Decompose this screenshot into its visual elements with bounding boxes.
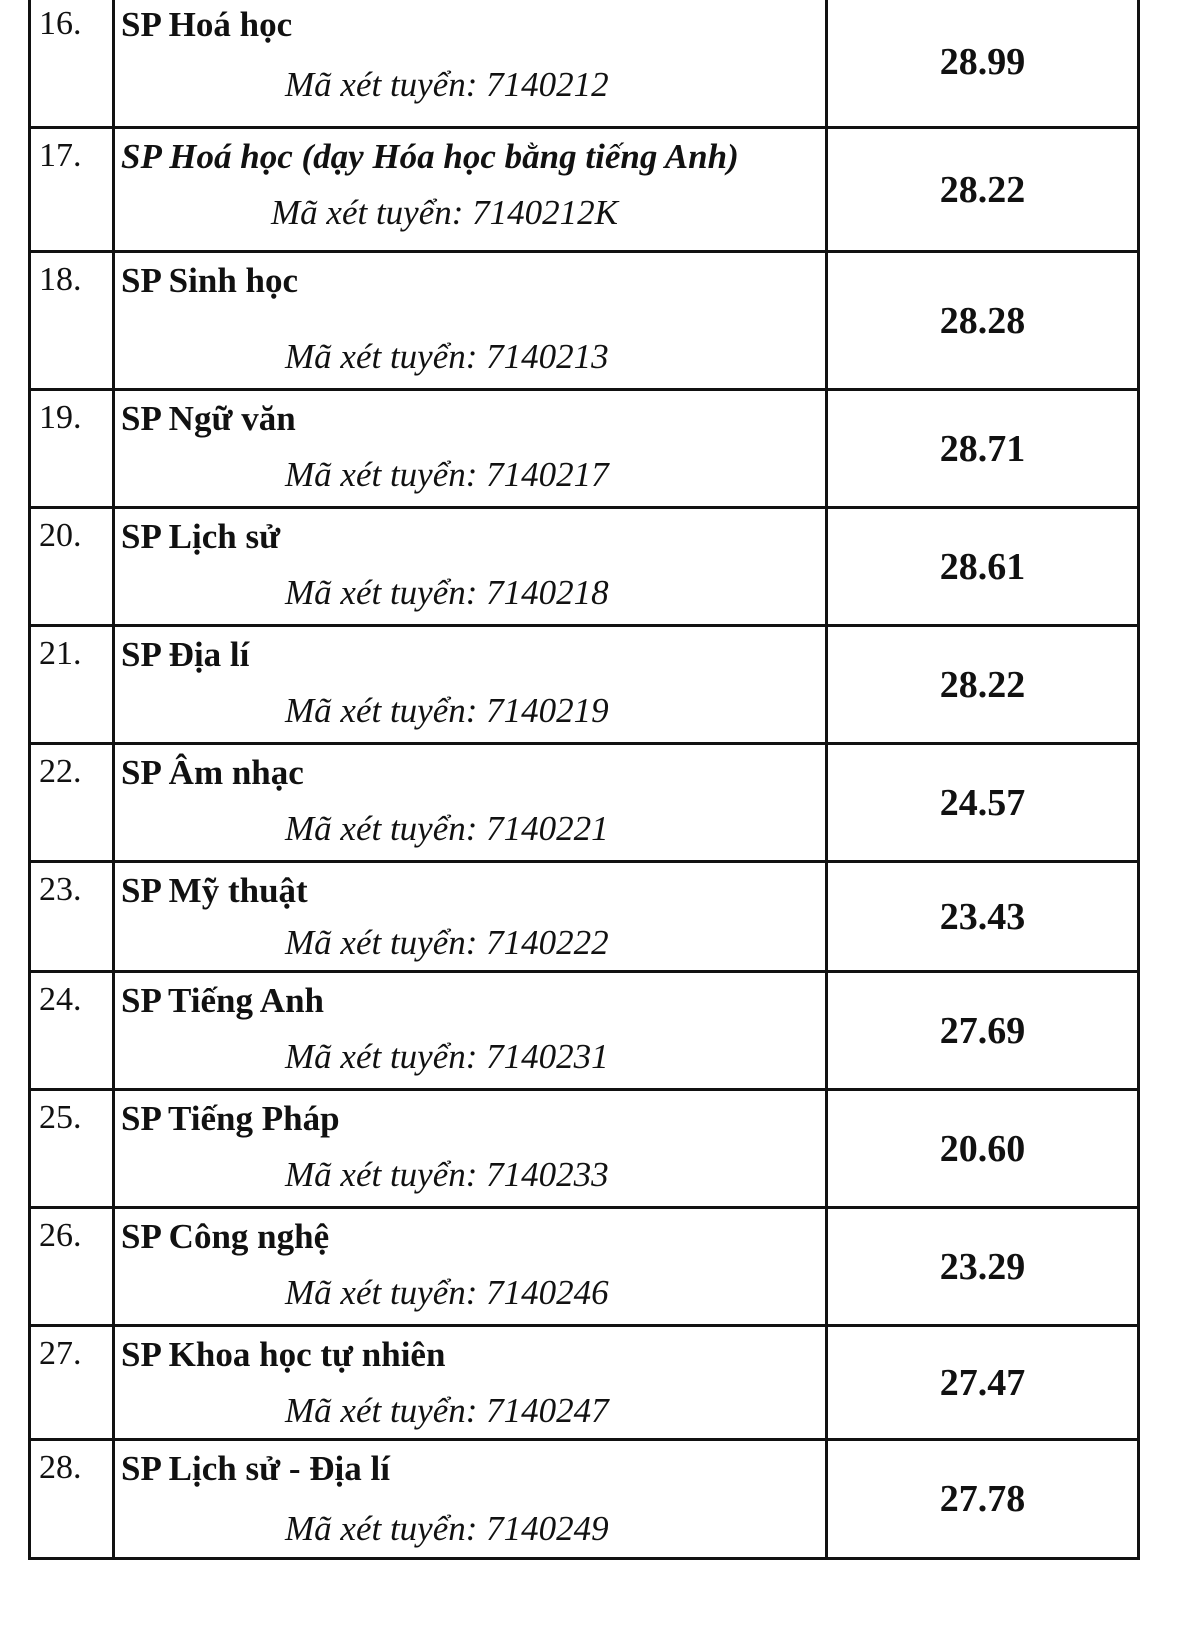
table-row [31, 126, 1137, 250]
row-number: 20. [31, 509, 115, 624]
row-number: 21. [31, 627, 115, 742]
admission-score: 23.43 [939, 895, 1026, 938]
admission-code-label: Mã xét tuyển: [285, 65, 487, 104]
program-name: SP Lịch sử [121, 517, 281, 556]
program-name: SP Sinh học [121, 261, 299, 300]
program-name: SP Ngữ văn [121, 399, 296, 438]
table-row [31, 1206, 1137, 1324]
admission-code-value: 7140247 [486, 1391, 609, 1430]
row-number: 28. [31, 1441, 115, 1557]
admission-code [285, 925, 609, 960]
program-cell [115, 973, 828, 1088]
admission-score-table [28, 0, 1140, 1560]
program-name: SP Âm nhạc [121, 753, 304, 792]
admission-score: 28.22 [939, 663, 1026, 706]
program-cell [115, 391, 828, 506]
program-cell [115, 1209, 828, 1324]
admission-code [285, 339, 609, 374]
row-number: 17. [31, 129, 115, 250]
table-row [31, 1438, 1137, 1560]
table-row [31, 860, 1137, 970]
admission-score: 20.60 [939, 1127, 1026, 1170]
admission-code-value: 7140217 [486, 455, 609, 494]
admission-code-value: 7140221 [486, 809, 609, 848]
admission-code-value: 7140231 [486, 1037, 609, 1076]
admission-code-label: Mã xét tuyển: [271, 193, 473, 232]
admission-code-label: Mã xét tuyển: [285, 1155, 487, 1194]
program-name: SP Lịch sử - Địa lí [121, 1449, 390, 1488]
admission-score: 24.57 [939, 781, 1026, 824]
admission-code-label: Mã xét tuyển: [285, 455, 487, 494]
admission-code-value: 7140249 [486, 1509, 609, 1548]
admission-code-value: 7140212 [486, 65, 609, 104]
row-number: 22. [31, 745, 115, 860]
table-row [31, 970, 1137, 1088]
admission-score: 28.28 [939, 299, 1026, 342]
admission-score: 28.61 [939, 545, 1026, 588]
program-name: SP Mỹ thuật [121, 871, 308, 910]
row-number: 18. [31, 253, 115, 388]
program-cell [115, 253, 828, 388]
admission-code [285, 693, 609, 728]
admission-code-label: Mã xét tuyển: [285, 1509, 487, 1548]
admission-code [285, 1039, 609, 1074]
admission-code-value: 7140218 [486, 573, 609, 612]
program-cell [115, 0, 828, 126]
admission-code [285, 1157, 609, 1192]
program-name: SP Tiếng Anh [121, 981, 324, 1020]
program-name: SP Tiếng Pháp [121, 1099, 340, 1138]
admission-score: 27.69 [939, 1009, 1026, 1052]
table-row [31, 742, 1137, 860]
program-name: SP Hoá học (dạy Hóa học bằng tiếng Anh) [121, 137, 739, 176]
admission-code-label: Mã xét tuyển: [285, 809, 487, 848]
program-cell [115, 129, 828, 250]
program-cell [115, 627, 828, 742]
program-name: SP Công nghệ [121, 1217, 330, 1256]
program-cell [115, 745, 828, 860]
admission-code-label: Mã xét tuyển: [285, 1037, 487, 1076]
admission-code-label: Mã xét tuyển: [285, 1391, 487, 1430]
admission-score: 28.22 [939, 168, 1026, 211]
admission-code-label: Mã xét tuyển: [285, 691, 487, 730]
program-name: SP Khoa học tự nhiên [121, 1335, 446, 1374]
admission-score: 27.78 [939, 1478, 1026, 1520]
row-number: 25. [31, 1091, 115, 1206]
table-row [31, 624, 1137, 742]
admission-score: 27.47 [939, 1361, 1026, 1404]
row-number: 27. [31, 1327, 115, 1438]
admission-code-value: 7140219 [486, 691, 609, 730]
program-cell [115, 1441, 828, 1557]
admission-code [271, 195, 618, 230]
admission-score: 28.99 [939, 40, 1026, 83]
row-number: 16. [31, 0, 115, 126]
program-name: SP Địa lí [121, 635, 250, 674]
admission-code [285, 575, 609, 610]
row-number: 23. [31, 863, 115, 970]
program-cell [115, 509, 828, 624]
admission-code-label: Mã xét tuyển: [285, 923, 487, 962]
admission-code [285, 811, 609, 846]
admission-code [285, 457, 609, 492]
admission-score: 23.29 [939, 1245, 1026, 1288]
program-name: SP Hoá học [121, 5, 293, 44]
admission-code-value: 7140213 [486, 337, 609, 376]
table-row [31, 506, 1137, 624]
admission-code-value: 7140212K [472, 193, 619, 232]
table-row [31, 388, 1137, 506]
admission-code [285, 67, 609, 102]
admission-score: 28.71 [939, 427, 1026, 470]
admission-code-label: Mã xét tuyển: [285, 573, 487, 612]
admission-code [285, 1511, 609, 1546]
table-row [31, 1088, 1137, 1206]
admission-code [285, 1393, 609, 1428]
row-number: 24. [31, 973, 115, 1088]
row-number: 19. [31, 391, 115, 506]
admission-code-label: Mã xét tuyển: [285, 337, 487, 376]
admission-code-label: Mã xét tuyển: [285, 1273, 487, 1312]
admission-code-value: 7140246 [486, 1273, 609, 1312]
program-cell [115, 1327, 828, 1438]
table-row [31, 1324, 1137, 1438]
row-number: 26. [31, 1209, 115, 1324]
admission-code [285, 1275, 609, 1310]
admission-code-value: 7140222 [486, 923, 609, 962]
program-cell [115, 1091, 828, 1206]
table-row [31, 250, 1137, 388]
program-cell [115, 863, 828, 970]
table-row [31, 0, 1137, 126]
admission-code-value: 7140233 [486, 1155, 609, 1194]
